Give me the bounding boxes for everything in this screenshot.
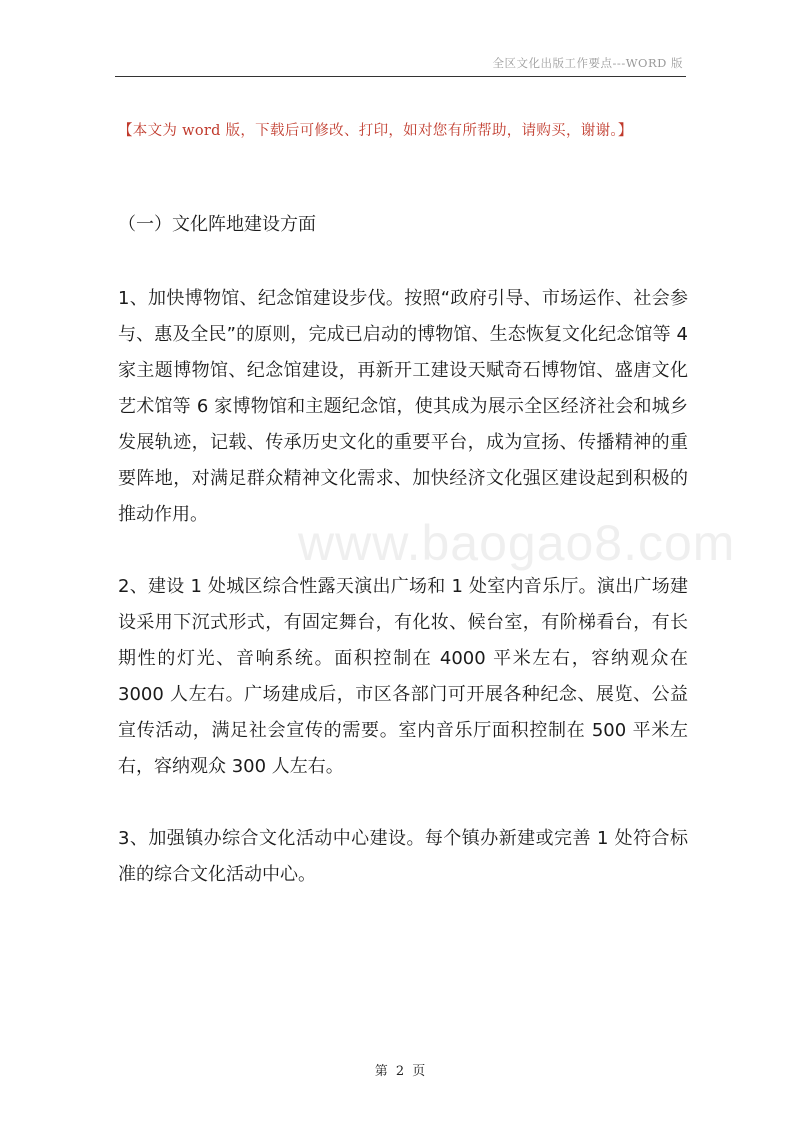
header-divider bbox=[115, 76, 686, 77]
watermark: www.baogao8.com bbox=[298, 515, 736, 571]
page-header-title: 全区文化出版工作要点---WORD 版 bbox=[492, 56, 683, 70]
document-body bbox=[118, 207, 688, 929]
paragraph-2: 2、建设 1 处城区综合性露天演出广场和 1 处室内音乐厅。演出广场建设采用下沉式形式，有固定舞台，有化妆、候台室，有阶梯看台，有长期性的灯光、音响系统。面积控制在 4000 平米左右，容纳观众在 3000 人左右。广场建成后，市区各部门可开展各种纪念、展览、公益宣传活动，满足社会宣传的需要。室内音乐厅面积控制在 500 平米左右，容纳观众 300 人左右。 bbox=[118, 576, 688, 777]
paragraph-1: 1、加快博物馆、纪念馆建设步伐。按照“政府引导、市场运作、社会参与、惠及全民”的原则，完成已启动的博物馆、生态恢复文化纪念馆等 4 家主题博物馆、纪念馆建设，再新开工建设天赋奇石博物馆、盛唐文化艺术馆等 6 家博物馆和主题纪念馆，使其成为展示全区经济社会和城乡发展轨迹，记载、传承历史文化的重要平台，成为宣扬、传播精神的重要阵地，对满足群众精神文化需求、加快经济文化强区建设起到积极的推动作用。 bbox=[118, 288, 688, 525]
download-notice: 【本文为 word 版，下载后可修改、打印，如对您有所帮助，请购买，谢谢。】 bbox=[118, 123, 633, 139]
section-heading: （一）文化阵地建设方面 bbox=[118, 214, 316, 235]
paragraph-3: 3、加强镇办综合文化活动中心建设。每个镇办新建或完善 1 处符合标准的综合文化活动中心。 bbox=[118, 828, 688, 885]
page-number: 第 2 页 bbox=[374, 1064, 426, 1079]
